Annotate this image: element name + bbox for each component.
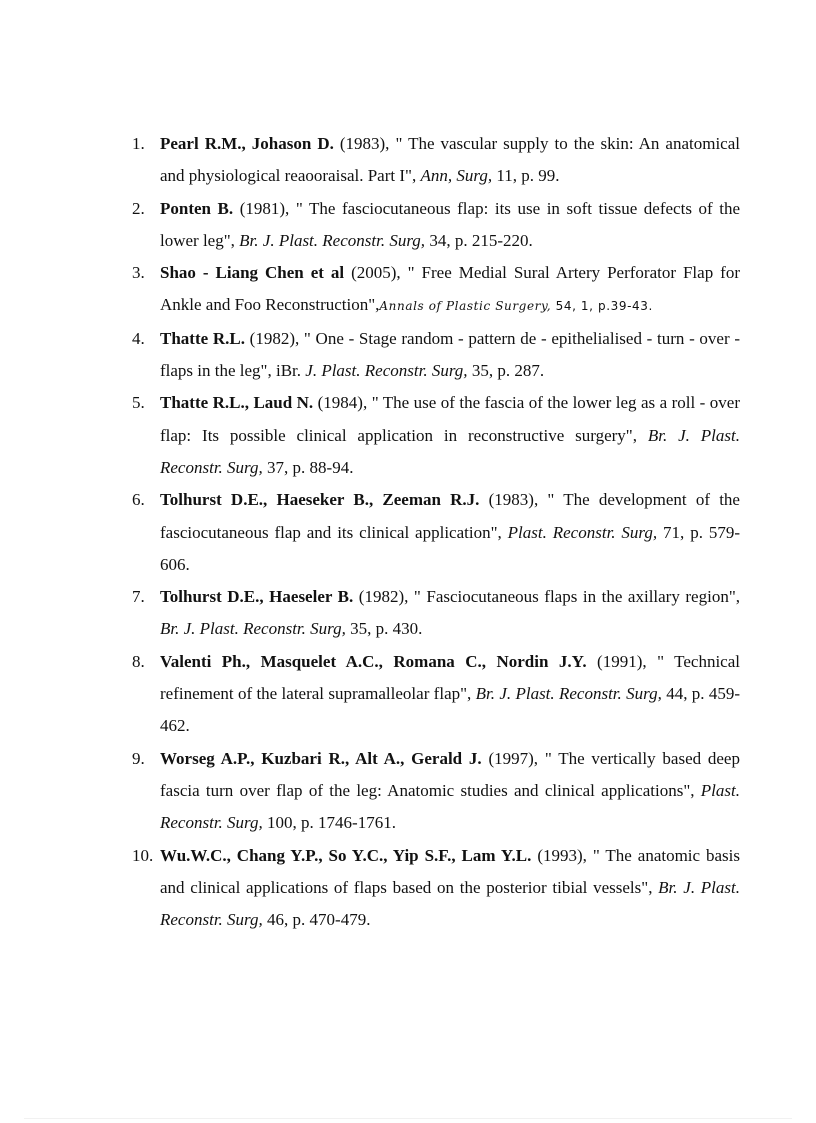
reference-title: " One - Stage random - pattern de - epithelialised - turn - over - flaps in the leg", iBr.	[160, 328, 740, 381]
reference-authors: Worseg A.P., Kuzbari R., Alt A., Gerald J.	[160, 748, 482, 768]
reference-number: 1.	[132, 134, 145, 153]
reference-title: " The vascular supply to the skin: An anatomical and physiological reaooraisal. Part I",	[160, 134, 740, 186]
reference-year: (1982),	[244, 328, 304, 348]
reference-journal: Br. J. Plast. Reconstr. Surg,	[160, 877, 740, 930]
reference-small-text	[379, 299, 653, 313]
reference-authors: Tolhurst D.E., Haeseler B.	[160, 587, 354, 607]
reference-details: 46, p. 470-479.	[262, 910, 371, 930]
reference-item	[132, 484, 740, 581]
reference-year: (1993),	[531, 845, 593, 865]
reference-journal: Plast. Reconstr. Surg,	[160, 780, 740, 833]
reference-item	[132, 387, 740, 484]
reference-title: " Technical refinement of the lateral supramalleolar flap",	[160, 651, 740, 704]
reference-details: 35, p. 287.	[467, 361, 545, 381]
reference-journal: Br. J. Plast. Reconstr. Surg,	[160, 619, 346, 639]
reference-number: 9.	[132, 748, 145, 768]
reference-title: " The fasciocutaneous flap: its use in soft tissue defects of the lower leg",	[160, 198, 740, 250]
reference-item	[132, 128, 740, 193]
reference-title: " Fasciocutaneous flaps in the axillary region",	[413, 587, 741, 607]
reference-item	[132, 743, 740, 840]
reference-details: 37, p. 88-94.	[262, 457, 354, 477]
reference-number: 3.	[132, 263, 145, 283]
reference-list	[132, 128, 740, 936]
reference-journal: J. Plast. Reconstr. Surg,	[305, 361, 468, 381]
reference-details: 35, p. 430.	[345, 619, 423, 639]
reference-authors: Thatte R.L.	[160, 328, 245, 348]
reference-journal: Annals of Plastic Surgery,	[379, 299, 552, 314]
reference-authors: Pearl R.M., Johason D.	[160, 134, 334, 153]
reference-item	[132, 581, 740, 646]
reference-details: 54, 1, p.39-43.	[551, 299, 653, 314]
reference-details: 11, p. 99.	[492, 166, 560, 186]
reference-number: 2.	[132, 198, 145, 218]
reference-item	[132, 840, 740, 937]
reference-authors: Tolhurst D.E., Haeseker B., Zeeman R.J.	[160, 490, 480, 510]
reference-number: 8.	[132, 651, 145, 671]
reference-journal: Ann, Surg,	[420, 166, 493, 186]
reference-year: (2005),	[344, 263, 408, 283]
reference-item	[132, 193, 740, 258]
reference-details: 71, p. 579-606.	[160, 522, 740, 574]
reference-item	[132, 646, 740, 743]
reference-details: 100, p. 1746-1761.	[262, 813, 396, 833]
reference-number: 7.	[132, 587, 145, 607]
reference-authors: Wu.W.C., Chang Y.P., So Y.C., Yip S.F., Lam Y.L.	[160, 845, 532, 865]
reference-year: (1981),	[233, 198, 296, 218]
reference-journal: Br. J. Plast. Reconstr. Surg,	[160, 425, 740, 477]
reference-year: (1983),	[333, 134, 396, 153]
reference-journal: Br. J. Plast. Reconstr. Surg,	[239, 230, 426, 250]
reference-authors: Thatte R.L., Laud N.	[160, 393, 314, 413]
reference-year: (1982),	[353, 587, 414, 607]
reference-item	[132, 257, 740, 323]
reference-number: 5.	[132, 393, 145, 413]
reference-item	[132, 323, 740, 388]
reference-details: 34, p. 215-220.	[425, 230, 533, 250]
reference-title: " The use of the fascia of the lower leg as a roll - over flap: Its possible clinical application in reconstructive surgery",	[160, 393, 740, 445]
reference-number: 4.	[132, 328, 145, 348]
reference-year: (1984),	[313, 393, 372, 413]
reference-journal: Plast. Reconstr. Surg,	[507, 522, 658, 542]
reference-number: 10.	[132, 845, 154, 865]
reference-journal: Br. J. Plast. Reconstr. Surg,	[475, 684, 662, 704]
reference-title: " The development of the fasciocutaneous flap and its clinical application",	[160, 490, 740, 542]
reference-number: 6.	[132, 490, 145, 510]
reference-year: (1997),	[481, 748, 545, 768]
reference-details: 44, p. 459-462.	[160, 684, 741, 736]
page-bottom-divider	[24, 1118, 792, 1119]
reference-title: " The vertically based deep fascia turn over flap of the leg: Anatomic studies and clinical applications",	[160, 748, 740, 800]
reference-year: (1983),	[479, 490, 548, 510]
reference-authors: Valenti Ph., Masquelet A.C., Romana C., Nordin J.Y.	[160, 651, 587, 671]
reference-title: " Free Medial Sural Artery Perforator Flap for Ankle and Foo Reconstruction",	[160, 263, 740, 315]
reference-year: (1991),	[586, 651, 658, 671]
reference-title: " The anatomic basis and clinical applications of flaps based on the posterior tibial vessels",	[160, 845, 741, 897]
reference-authors: Shao - Liang Chen et al	[160, 263, 345, 283]
reference-authors: Ponten B.	[160, 198, 234, 218]
